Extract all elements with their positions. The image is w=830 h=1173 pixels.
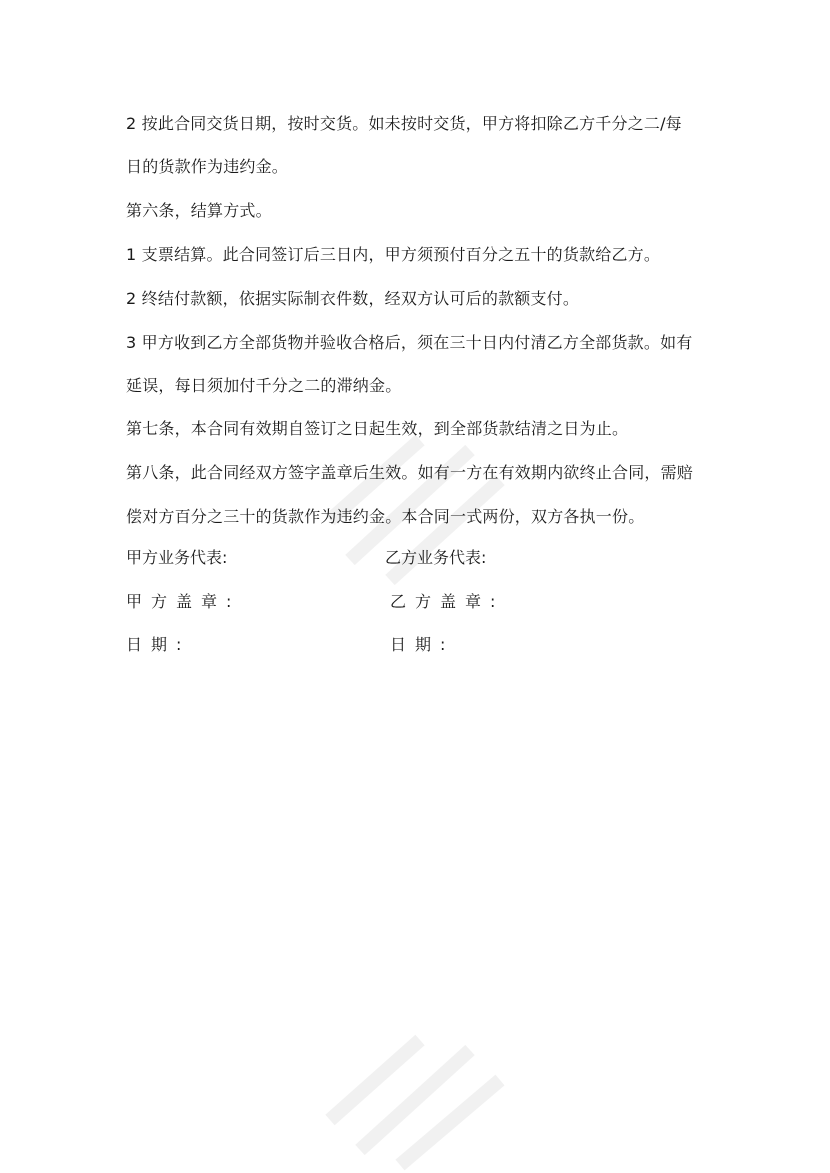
party-b-seal-label: 乙方盖章: [390, 592, 505, 611]
paragraph-line: 3 甲方收到乙方全部货物并验收合格后，须在三十日内付清乙方全部货款。如有 [126, 333, 693, 352]
party-a-seal-label: 甲方盖章: [126, 592, 241, 611]
paragraph-line: 1 支票结算。此合同签订后三日内，甲方须预付百分之五十的货款给乙方。 [126, 245, 661, 264]
paragraph-line: 偿对方百分之三十的货款作为违约金。本合同一式两份，双方各执一份。 [126, 507, 645, 526]
paragraph-line: 日的货款作为违约金。 [126, 157, 289, 176]
party-a-rep-label: 甲方业务代表: [126, 548, 228, 567]
section-heading: 第六条，结算方式。 [126, 201, 272, 220]
watermark-stroke [330, 1040, 500, 1165]
party-b-date-label: 日期: [390, 635, 455, 654]
paragraph-line: 2 按此合同交货日期，按时交货。如未按时交货，甲方将扣除乙方千分之二/每 [126, 114, 682, 133]
party-b-rep-label: 乙方业务代表: [385, 548, 487, 567]
section-heading: 第八条，此合同经双方签字盖章后生效。如有一方在有效期内欲终止合同，需赔 [126, 463, 694, 482]
section-heading: 第七条，本合同有效期自签订之日起生效，到全部货款结清之日为止。 [126, 419, 629, 438]
paragraph-line: 延误，每日须加付千分之二的滞纳金。 [126, 376, 402, 395]
paragraph-line: 2 终结付款额，依据实际制衣件数，经双方认可后的款额支付。 [126, 289, 580, 308]
party-a-date-label: 日期: [126, 635, 191, 654]
